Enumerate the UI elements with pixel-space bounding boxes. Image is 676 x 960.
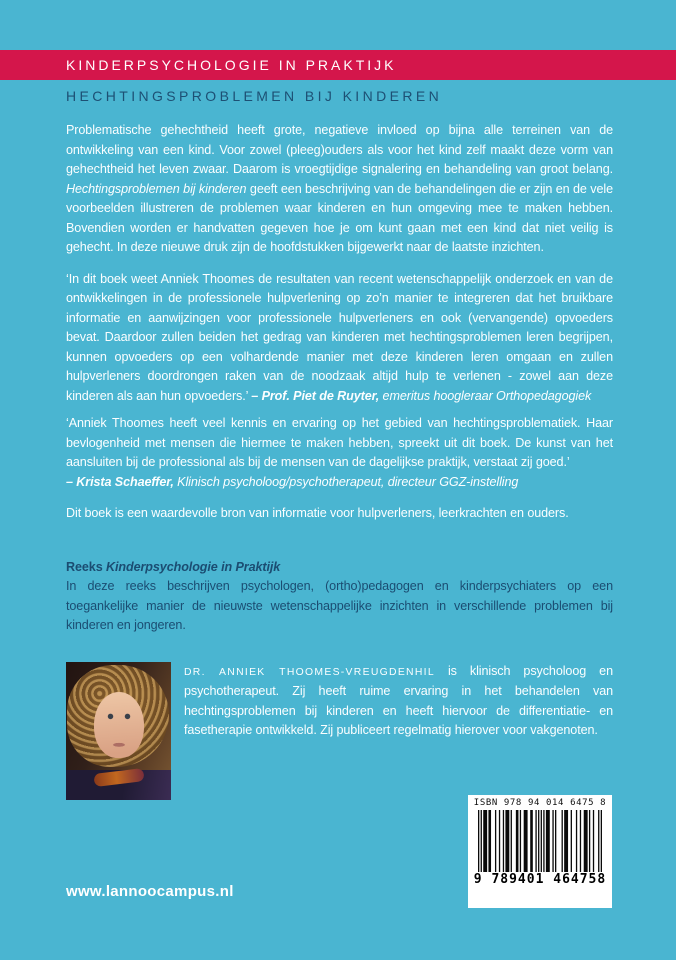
series-info-label: Reeks: [66, 559, 107, 574]
series-banner: [0, 50, 676, 80]
quote-1-role: emeritus hoogleraar Orthopedagogiek: [379, 388, 592, 403]
series-info-body: In deze reeks beschrijven psychologen, (ortho)pedagogen en kinderpsychiaters op een toegankelijke manier de nieuwste wetenschappelijke inzichten in verschillende problemen bij kinderen en jongeren.: [66, 579, 613, 632]
quote-1-author: – Prof. Piet de Ruyter,: [251, 388, 380, 403]
intro-text-2: geeft een beschrijving van de behandelingen die er zijn en de vele voorbeelden illustreren de problemen waar kinderen en hun omgeving mee te maken hebben. Bovendien worden er handvatten gegeven hoe je om kunt gaan met een kind dat niet veilig is gehecht. In deze nieuwe druk zijn de hoofdstukken bijgewerkt naar de laatste inzichten.: [66, 181, 613, 254]
book-title: HECHTINGSPROBLEMEN BIJ KINDEREN: [66, 88, 443, 104]
series-info: [66, 558, 613, 636]
quote-2-text: ‘Anniek Thoomes heeft veel kennis en ervaring op het gebied van hechtingsproblematiek. Haar bevlogenheid met mensen die hiermee te maken hebben, spreekt uit dit boek. De kunst van het aansluiten bij de professional als bij de mensen van de dagelijkse praktijk, verstaat zij goed.’: [66, 416, 613, 469]
author-bio: [184, 662, 613, 800]
quote-2-role: Klinisch psycholoog/psychotherapeut, directeur GGZ-instelling: [173, 474, 519, 489]
back-cover-text: [66, 121, 613, 800]
author-bio-text: is klinisch psycholoog en psychotherapeut. Zij heeft ruime ervaring in het behandelen van hechtingsproblemen bij kinderen en heeft hiervoor de differentiatie- en fasetherapie ontwikkeld. Zij publiceert regelmatig hierover voor vakgenoten.: [184, 663, 613, 737]
author-photo: [66, 662, 171, 800]
author-photo-face: [94, 692, 144, 758]
intro-paragraph: [66, 121, 613, 258]
quote-2: [66, 414, 613, 492]
author-section: [66, 662, 613, 800]
ean-number: 9 789401 464758: [473, 872, 607, 887]
quote-2-author: – Krista Schaeffer,: [66, 474, 174, 489]
quote-1: [66, 270, 613, 407]
intro-text-1: Problematische gehechtheid heeft grote, negatieve invloed op bijna alle terreinen van de ontwikkeling van een kind. Voor zowel (pleeg)ouders als voor het kind zelf maakt deze vorm van gehechtheid het leven zwaar. Daarom is vroegtijdige signalering en behandeling van groot belang.: [66, 123, 613, 176]
publisher-website: www.lannoocampus.nl: [66, 883, 234, 900]
isbn-label: ISBN 978 94 014 6475 8: [473, 798, 607, 808]
barcode: [468, 795, 612, 908]
author-name: DR. ANNIEK THOOMES-VREUGDENHIL: [184, 666, 435, 678]
intro-book-title-italic: Hechtingsproblemen bij kinderen: [66, 181, 247, 196]
series-info-name: Kinderpsychologie in Praktijk: [106, 559, 281, 574]
quote-2-attribution: [66, 473, 613, 493]
quote-1-text: ‘In dit boek weet Anniek Thoomes de resultaten van recent wetenschappelijk onderzoek en van de ontwikkelingen in de professionele hulpverlening op zo’n manier te integreren dat het bruikbare informatie en aanwijzingen voor professionele hulpverleners en ook (vervangende) opvoeders bevat. Daardoor zullen beiden het gedrag van kinderen met hechtingsproblemen leren begrijpen, kunnen opvoeders op een volhardende manier met deze kinderen leren omgaan en zullen hulpverleners doordrongen raken van de noodzaak altijd hulp te verlenen - zowel aan deze kinderen als aan hun opvoeders.’: [66, 271, 613, 403]
series-banner-title: KINDERPSYCHOLOGIE IN PRAKTIJK: [66, 57, 397, 73]
summary-note: Dit boek is een waardevolle bron van informatie voor hulpverleners, leerkrachten en ouders.: [66, 506, 569, 520]
